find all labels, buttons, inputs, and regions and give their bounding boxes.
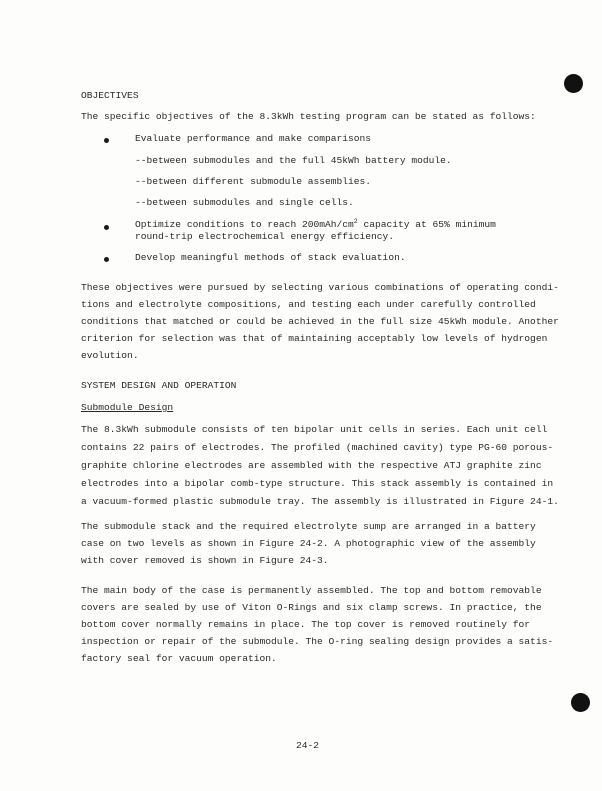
bullet-item-evaluate: Evaluate performance and make comparisons (135, 133, 372, 144)
bullet-dot (104, 257, 109, 262)
system-heading: SYSTEM DESIGN AND OPERATION (81, 380, 237, 391)
bullet-dot (104, 138, 109, 143)
superscript: 2 (353, 218, 358, 225)
optimize-text-cont: capacity at 65% minimum (357, 219, 496, 230)
objectives-heading: OBJECTIVES (81, 90, 139, 101)
paragraph-line: The main body of the case is permanently assembled. The top and bottom removable (81, 585, 542, 596)
submodule-design-subheading: Submodule Design (81, 402, 174, 413)
paragraph-line: inspection or repair of the submodule. The O-ring sealing design provides a satis- (81, 636, 554, 647)
paragraph-line: factory seal for vacuum operation. (81, 653, 277, 664)
sub-item: --between submodules and the full 45kWh battery module. (135, 155, 452, 166)
paragraph-line: criterion for selection was that of maintaining acceptably low levels of hydrogen (81, 333, 548, 344)
paragraph-line: covers are sealed by use of Viton O-Rings and six clamp screws. In practice, the (81, 602, 542, 613)
paragraph-line: graphite chlorine electrodes are assembled with the respective ATJ graphite zinc (81, 460, 542, 471)
objectives-intro: The specific objectives of the 8.3kWh testing program can be stated as follows: (81, 111, 536, 122)
paragraph-line: The submodule stack and the required electrolyte sump are arranged in a battery (81, 521, 536, 532)
paragraph-line: bottom cover normally remains in place. The top cover is removed routinely for (81, 619, 531, 630)
paragraph-line: with cover removed is shown in Figure 24-3. (81, 555, 329, 566)
paragraph-line: tions and electrolyte compositions, and testing each under carefully controlled (81, 299, 536, 310)
paragraph-line: a vacuum-formed plastic submodule tray. The assembly is illustrated in Figure 24-1. (81, 496, 559, 507)
page-number: 24-2 (296, 740, 320, 751)
bullet-item-optimize (135, 220, 496, 230)
paragraph-line: conditions that matched or could be achieved in the full size 45kWh module. Another (81, 316, 559, 327)
paragraph-line: contains 22 pairs of electrodes. The profiled (machined cavity) type PG-60 porous- (81, 442, 554, 453)
bullet-item-optimize-line2: round-trip electrochemical energy efficiency. (135, 231, 395, 242)
optimize-text: Optimize conditions to reach 200mAh/cm (135, 219, 354, 230)
punch-hole-bottom (571, 693, 590, 712)
paragraph-line: The 8.3kWh submodule consists of ten bipolar unit cells in series. Each unit cell (81, 424, 548, 435)
paragraph-line: case on two levels as shown in Figure 24-2. A photographic view of the assembly (81, 538, 536, 549)
bullet-dot (104, 225, 109, 230)
sub-item: --between submodules and single cells. (135, 197, 354, 208)
paragraph-line: evolution. (81, 350, 139, 361)
punch-hole-top (564, 74, 583, 93)
paragraph-line: electrodes into a bipolar comb-type structure. This stack assembly is contained in (81, 478, 554, 489)
sub-item: --between different submodule assemblies. (135, 176, 372, 187)
bullet-item-develop: Develop meaningful methods of stack evaluation. (135, 252, 406, 263)
paragraph-line: These objectives were pursued by selecting various combinations of operating condi- (81, 282, 559, 293)
